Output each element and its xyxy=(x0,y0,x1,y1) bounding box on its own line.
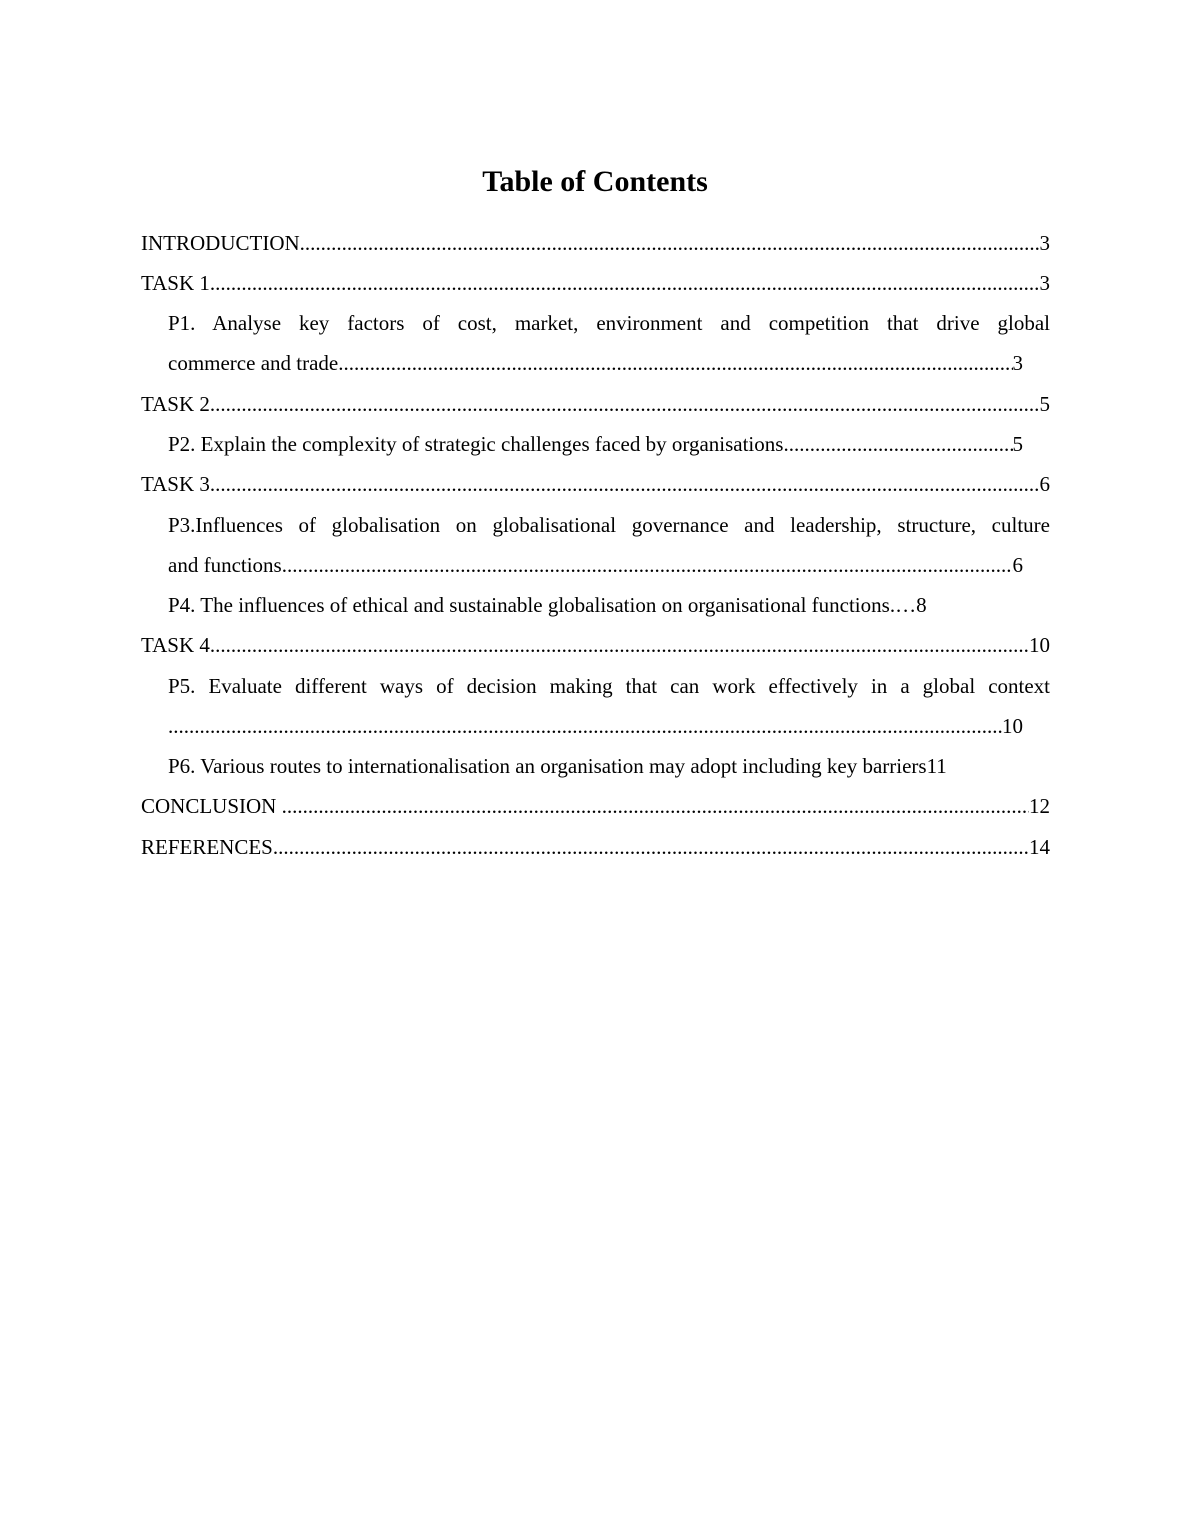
toc-entry-p1-line1[interactable]: P1. Analyse key factors of cost, market, environment and competition that drive global xyxy=(168,311,1050,335)
toc-entry-label: P6. Various routes to internationalisation an organisation may adopt including key barriers xyxy=(168,754,927,778)
toc-entry-p1-line2[interactable] xyxy=(168,349,1023,377)
toc-leader-dots xyxy=(300,229,1040,257)
toc-page-number: 10 xyxy=(1002,714,1023,738)
toc-leader-dots xyxy=(210,470,1040,498)
toc-page-number: 10 xyxy=(1029,633,1050,657)
toc-entry-label: REFERENCES xyxy=(141,835,273,859)
toc-leader-dots xyxy=(783,430,1012,458)
toc-entry-label: TASK 3 xyxy=(141,472,210,496)
toc-entry-p2[interactable] xyxy=(168,430,1023,458)
toc-entry-label: P2. Explain the complexity of strategic challenges faced by organisations xyxy=(168,432,784,456)
toc-leader-dots xyxy=(210,269,1040,297)
toc-entry-label: TASK 2 xyxy=(141,392,210,416)
toc-leader-dots xyxy=(210,631,1029,659)
toc-entry-label: CONCLUSION xyxy=(141,794,282,818)
toc-page-number: 3 xyxy=(1039,231,1050,255)
toc-entry-references[interactable] xyxy=(141,833,1050,861)
toc-entry-conclusion[interactable] xyxy=(141,792,1050,820)
toc-entry-p6[interactable] xyxy=(168,752,1048,780)
toc-page-number: 11 xyxy=(926,754,947,778)
toc-page-number: 5 xyxy=(1039,392,1050,416)
toc-entry-label: P4. The influences of ethical and sustainable globalisation on organisational functions.… xyxy=(168,593,917,617)
toc-entry-p3-line1[interactable]: P3.Influences of globalisation on globalisational governance and leadership, structure, culture xyxy=(168,513,1050,537)
toc-leader-dots xyxy=(282,551,1013,579)
toc-leader-dots xyxy=(168,712,1002,740)
toc-leader-dots xyxy=(338,349,1012,377)
toc-page-number: 14 xyxy=(1029,835,1050,859)
toc-page-number: 12 xyxy=(1029,794,1050,818)
toc-entry-introduction[interactable] xyxy=(141,229,1050,257)
toc-entry-label: and functions xyxy=(168,553,282,577)
toc-page-number: 6 xyxy=(1039,472,1050,496)
toc-leader-dots xyxy=(282,792,1029,820)
toc-entry-task-3[interactable] xyxy=(141,470,1050,498)
toc-entry-label: commerce and trade xyxy=(168,351,339,375)
toc-entry-p5-line1[interactable]: P5. Evaluate different ways of decision making that can work effectively in a global context xyxy=(168,674,1050,698)
toc-entry-task-2[interactable] xyxy=(141,390,1050,418)
toc-title: Table of Contents xyxy=(482,165,708,198)
toc-page-number: 5 xyxy=(1012,432,1023,456)
toc-page-number: 8 xyxy=(916,593,927,617)
toc-entry-task-1[interactable] xyxy=(141,269,1050,297)
toc-page-number: 3 xyxy=(1039,271,1050,295)
toc-entry-p4[interactable] xyxy=(168,591,1023,619)
toc-entry-p5-line2[interactable] xyxy=(168,712,1023,740)
toc-entry-label: INTRODUCTION xyxy=(141,231,300,255)
toc-entry-task-4[interactable] xyxy=(141,631,1050,659)
toc-leader-dots xyxy=(273,833,1029,861)
toc-leader-dots xyxy=(210,390,1040,418)
toc-page-number: 6 xyxy=(1012,553,1023,577)
toc-entry-label: TASK 1 xyxy=(141,271,210,295)
toc-entry-p3-line2[interactable] xyxy=(168,551,1023,579)
toc-page-number: 3 xyxy=(1012,351,1023,375)
toc-entry-label: TASK 4 xyxy=(141,633,210,657)
